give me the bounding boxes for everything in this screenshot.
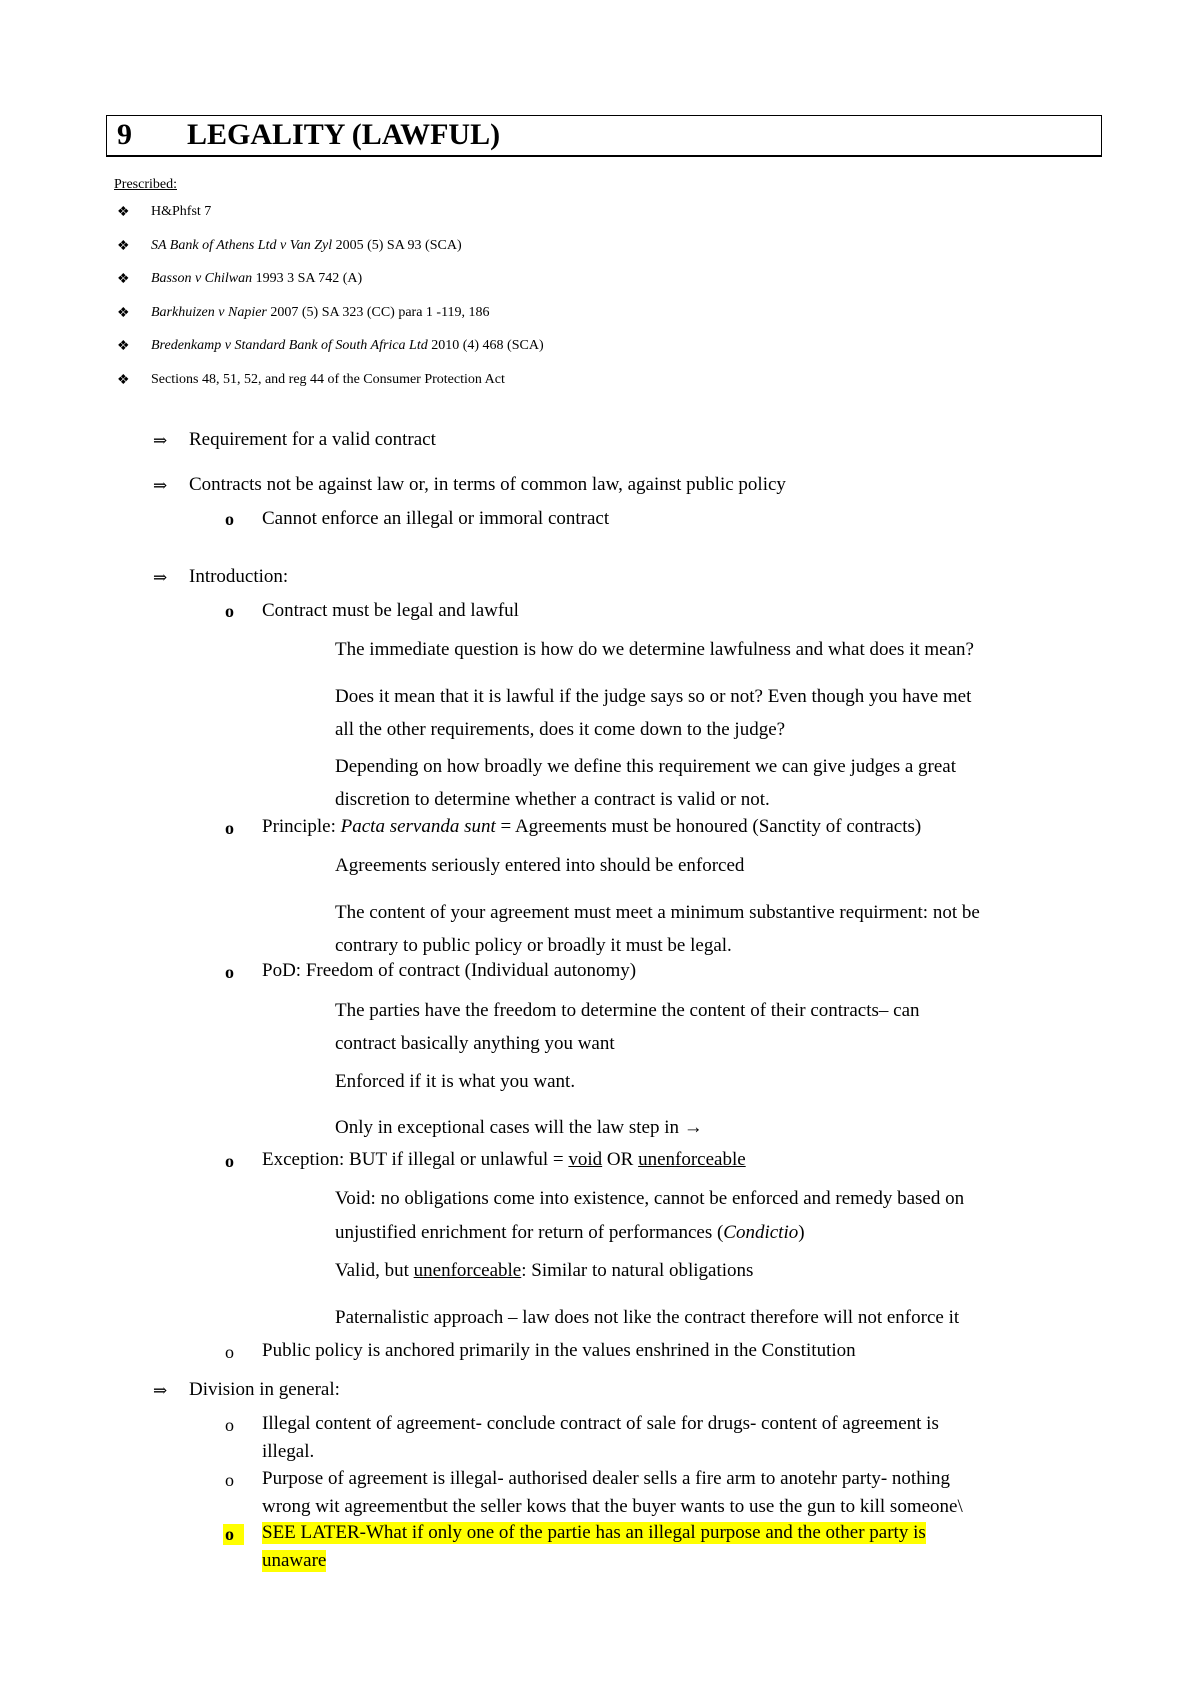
body-line: The immediate question is how do we determine lawfulness and what does it mean? bbox=[335, 639, 974, 660]
body-line: all the other requirements, does it come down to the judge? bbox=[335, 719, 786, 740]
arrow-bullet-icon: ⇒ bbox=[153, 476, 168, 495]
highlighted-line: SEE LATER-What if only one of the partie has an illegal purpose and the other party is bbox=[262, 1522, 926, 1543]
body-line: The parties have the freedom to determine the content of their contracts– can bbox=[335, 1000, 920, 1021]
body-line: Illegal content of agreement- conclude contract of sale for drugs- content of agreement is bbox=[262, 1413, 939, 1434]
diamond-bullet-icon: ❖ bbox=[117, 373, 130, 388]
section-title: LEGALITY (LAWFUL) bbox=[187, 118, 501, 151]
body-line: Depending on how broadly we define this requirement we can give judges a great bbox=[335, 756, 956, 777]
body-line: Introduction: bbox=[189, 566, 289, 587]
o-bullet-icon: o bbox=[225, 509, 234, 529]
body-line: Enforced if it is what you want. bbox=[335, 1071, 576, 1092]
o-bullet-icon: o bbox=[225, 601, 234, 621]
prescribed-label: Prescribed: bbox=[114, 177, 177, 192]
section-number: 9 bbox=[117, 118, 132, 151]
body-line: wrong wit agreementbut the seller kows that the buyer wants to use the gun to kill someone\ bbox=[262, 1496, 963, 1517]
body-line: Principle: Pacta servanda sunt = Agreements must be honoured (Sanctity of contracts) bbox=[262, 816, 922, 837]
section-heading bbox=[106, 115, 1102, 157]
body-line: PoD: Freedom of contract (Individual autonomy) bbox=[262, 960, 637, 981]
body-line: Division in general: bbox=[189, 1379, 340, 1400]
o-bullet-icon: o bbox=[225, 962, 234, 982]
highlighted-line: unaware bbox=[262, 1550, 327, 1571]
prescribed-item: Sections 48, 51, 52, and reg 44 of the Consumer Protection Act bbox=[151, 372, 505, 387]
o-bullet-icon: o bbox=[225, 1151, 234, 1171]
body-line: unjustified enrichment for return of performances (Condictio) bbox=[335, 1222, 805, 1243]
body-line: illegal. bbox=[262, 1441, 315, 1462]
body-line: contrary to public policy or broadly it must be legal. bbox=[335, 935, 732, 956]
prescribed-item: Barkhuizen v Napier 2007 (5) SA 323 (CC) para 1 -119, 186 bbox=[151, 305, 490, 320]
o-bullet-icon: o bbox=[225, 1342, 234, 1362]
prescribed-item: SA Bank of Athens Ltd v Van Zyl 2005 (5) SA 93 (SCA) bbox=[151, 238, 462, 253]
body-line: Does it mean that it is lawful if the judge says so or not? Even though you have met bbox=[335, 686, 972, 707]
arrow-bullet-icon: ⇒ bbox=[153, 431, 168, 450]
diamond-bullet-icon: ❖ bbox=[117, 306, 130, 321]
diamond-bullet-icon: ❖ bbox=[117, 205, 130, 220]
prescribed-item: Basson v Chilwan 1993 3 SA 742 (A) bbox=[151, 271, 363, 286]
body-line: Only in exceptional cases will the law step in → bbox=[335, 1117, 703, 1138]
o-bullet-icon: o bbox=[225, 1470, 234, 1490]
diamond-bullet-icon: ❖ bbox=[117, 239, 130, 254]
o-bullet-icon: o bbox=[223, 1524, 244, 1545]
body-line: Purpose of agreement is illegal- authorised dealer sells a fire arm to anotehr party- nothing bbox=[262, 1468, 950, 1489]
body-line: Agreements seriously entered into should be enforced bbox=[335, 855, 745, 876]
body-line: discretion to determine whether a contract is valid or not. bbox=[335, 789, 770, 810]
o-bullet-icon: o bbox=[225, 818, 234, 838]
body-line: Contract must be legal and lawful bbox=[262, 600, 519, 621]
diamond-bullet-icon: ❖ bbox=[117, 339, 130, 354]
body-line: Cannot enforce an illegal or immoral contract bbox=[262, 508, 610, 529]
body-line: Public policy is anchored primarily in the values enshrined in the Constitution bbox=[262, 1340, 856, 1361]
body-line: Contracts not be against law or, in terms of common law, against public policy bbox=[189, 474, 786, 495]
o-bullet-icon: o bbox=[225, 1415, 234, 1435]
arrow-bullet-icon: ⇒ bbox=[153, 568, 168, 587]
body-line: Exception: BUT if illegal or unlawful = void OR unenforceable bbox=[262, 1149, 746, 1170]
body-line: contract basically anything you want bbox=[335, 1033, 615, 1054]
body-line: Void: no obligations come into existence, cannot be enforced and remedy based on bbox=[335, 1188, 965, 1209]
body-line: Paternalistic approach – law does not like the contract therefore will not enforce it bbox=[335, 1307, 960, 1328]
diamond-bullet-icon: ❖ bbox=[117, 272, 130, 287]
prescribed-item: Bredenkamp v Standard Bank of South Africa Ltd 2010 (4) 468 (SCA) bbox=[151, 338, 544, 353]
body-line: Valid, but unenforceable: Similar to natural obligations bbox=[335, 1260, 754, 1281]
body-line: The content of your agreement must meet a minimum substantive requirment: not be bbox=[335, 902, 980, 923]
arrow-bullet-icon: ⇒ bbox=[153, 1381, 168, 1400]
prescribed-item: H&Phfst 7 bbox=[151, 204, 212, 219]
body-line: Requirement for a valid contract bbox=[189, 429, 436, 450]
